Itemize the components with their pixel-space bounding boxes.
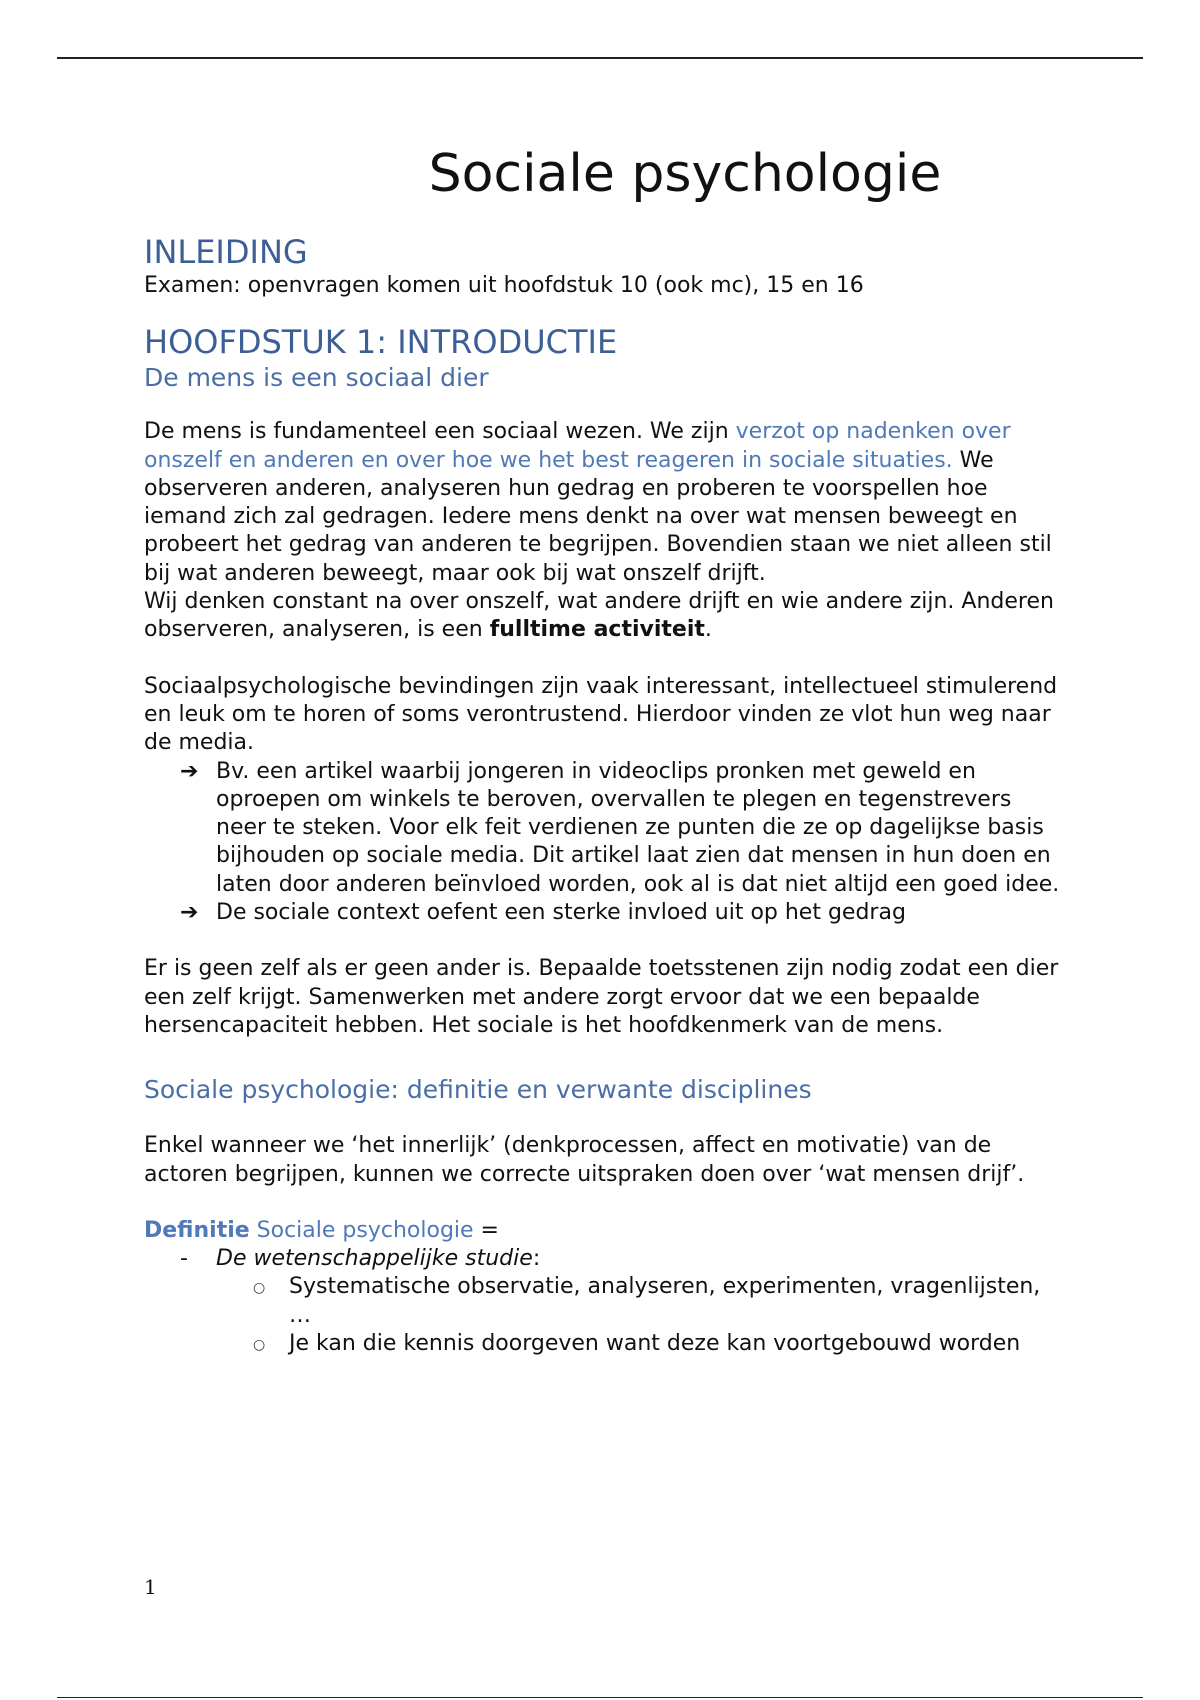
definition-term: Sociale psychologie <box>249 1217 474 1243</box>
list-item <box>180 758 1064 899</box>
circle-bullet-list <box>216 1273 1064 1358</box>
paragraph-bevindingen: Sociaalpsychologische bevindingen zijn vaak interessant, intellectueel stimulerend en leuk om te horen of soms verontrustend. Hierdoor vinden ze vlot hun weg naar de media. <box>144 673 1058 756</box>
paragraph-geen-zelf: Er is geen zelf als er geen ander is. Bepaalde toetsstenen zijn nodig zodat een dier een zelf krijgt. Samenwerken met andere zorgt ervoor dat we een bepaalde hersencapaciteit hebben. Het sociale is het hoofdkenmerk van de mens. <box>144 956 1059 1038</box>
list-item-text: Systematische observatie, analyseren, experimenten, vragenlijsten, … <box>289 1274 1041 1328</box>
paragraph-sociaal-wezen <box>144 418 1064 588</box>
list-item <box>180 1245 1064 1358</box>
list-item-text: De sociale context oefent een sterke invloed uit op het gedrag <box>216 900 906 926</box>
dash-list <box>144 1245 1064 1358</box>
list-item-text: Bv. een artikel waarbij jongeren in videoclips pronken met geweld en oproepen om winkels te beroven, overvallen te plegen en tegenstrevers neer te steken. Voor elk feit verdienen ze punten die ze op dagelijkse basis bijhouden op sociale media. Dit artikel laat zien dat mensen in hun doen en laten door anderen beïnvloed worden, ook al is dat niet altijd een goed idee. <box>216 758 1060 897</box>
page-title: Sociale psychologie <box>428 144 942 204</box>
page-number: 1 <box>144 1575 157 1599</box>
hollow-circle-bullet-icon: ○ <box>253 1280 266 1297</box>
definition-label: Definitie <box>144 1217 250 1243</box>
list-item <box>253 1330 1064 1358</box>
heading-inleiding: INLEIDING <box>144 233 308 271</box>
list-item-text: Je kan die kennis doorgeven want deze kan voortgebouwd worden <box>289 1331 1021 1357</box>
arrow-bullet-list <box>144 758 1064 928</box>
paragraph-text: . <box>704 617 712 643</box>
hollow-circle-bullet-icon: ○ <box>253 1337 266 1354</box>
paragraph-text: Wij denken constant na over onszelf, wat andere drijft en wie andere zijn. Anderen observeren, analyseren, is een <box>144 589 1054 643</box>
list-item <box>253 1273 1064 1330</box>
header-rule <box>57 57 1143 59</box>
list-item-text: De wetenschappelijke studie <box>216 1246 533 1272</box>
paragraph-constant-nadenken <box>144 588 1064 645</box>
document-body <box>144 232 1064 1358</box>
dash-bullet-icon: - <box>180 1246 188 1272</box>
paragraph-text: De mens is fundamenteel een sociaal wezen. We zijn <box>144 419 736 445</box>
heading-hoofdstuk-1: HOOFDSTUK 1: INTRODUCTIE <box>144 323 618 362</box>
equals-sign: = <box>473 1217 499 1243</box>
bold-text: fulltime activiteit <box>489 617 705 643</box>
colon: : <box>532 1246 541 1272</box>
highlighted-link-text[interactable]: verzot op nadenken over onszelf en anderen en over hoe we het best reageren in sociale situaties. <box>144 419 1011 473</box>
exam-note: Examen: openvragen komen uit hoofdstuk 10 (ook mc), 15 en 16 <box>144 273 864 298</box>
arrow-right-icon: ➔ <box>180 900 199 926</box>
footer-rule <box>57 1697 1143 1698</box>
subheading-sociaal-dier: De mens is een sociaal dier <box>144 363 489 393</box>
subheading-definitie: Sociale psychologie: definitie en verwante disciplines <box>144 1075 812 1105</box>
arrow-right-icon: ➔ <box>180 758 199 784</box>
paragraph-innerlijk: Enkel wanneer we ‘het innerlijk’ (denkprocessen, affect en motivatie) van de actoren begrijpen, kunnen we correcte uitspraken doen over ‘wat mensen drijf’. <box>144 1133 1025 1187</box>
list-item <box>180 899 1064 927</box>
paragraph-text: We observeren anderen, analyseren hun gedrag en proberen te voorspellen hoe iemand zich zal gedragen. Iedere mens denkt na over wat mensen beweegt en probeert het gedrag van anderen te begrijpen. Bovendien staan we niet alleen stil bij wat anderen beweegt, maar ook bij wat onszelf drijft. <box>144 447 1052 586</box>
definition-line <box>144 1217 1064 1245</box>
